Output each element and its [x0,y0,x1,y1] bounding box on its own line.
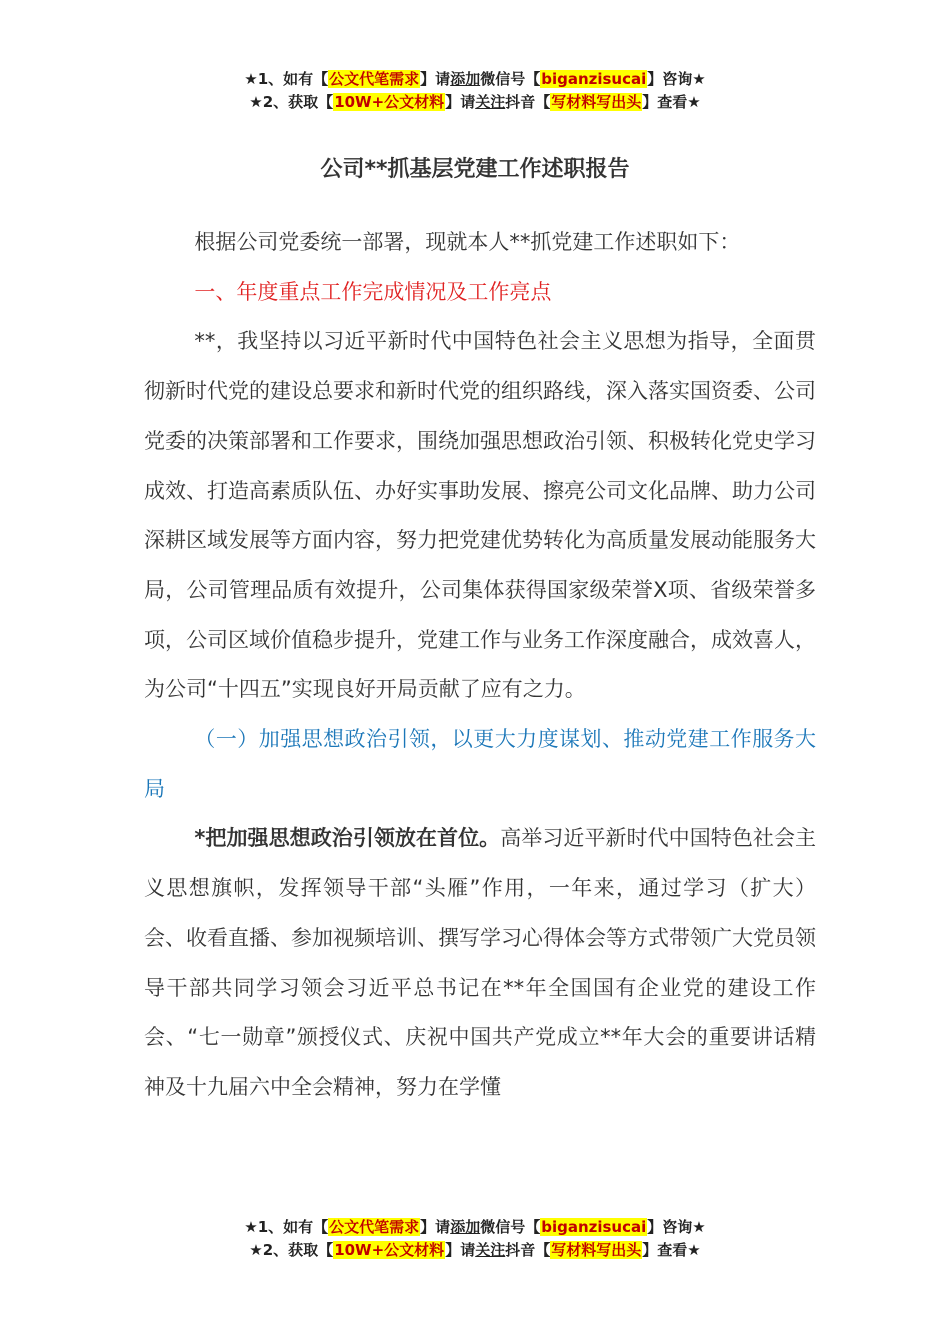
document-body [144,218,816,1113]
highlight-douyin-account: 写材料写出头 [551,1241,642,1259]
highlight-douyin-account: 写材料写出头 [551,93,642,111]
paragraph-lead: *把加强思想政治引领放在首位。 [194,826,501,851]
highlight-materials: 10W+公文材料 [334,1241,445,1259]
subsection-1-paragraph [144,814,816,1112]
section-1-paragraph: **，我坚持以习近平新时代中国特色社会主义思想为指导，全面贯彻新时代党的建设总要求和新时代党的组织路线，深入落实国资委、公司党委的决策部署和工作要求，围绕加强思想政治引领、积极转化党史学习成效、打造高素质队伍、办好实事助发展、擦亮公司文化品牌、助力公司深耕区域发展等方面内容，努力把党建优势转化为高质量发展动能服务大局，公司管理品质有效提升，公司集体获得国家级荣誉X项、省级荣誉多项，公司区域价值稳步提升，党建工作与业务工作深度融合，成效喜人，为公司“十四五”实现良好开局贡献了应有之力。 [144,329,816,702]
highlight-wechat-id: biganzisucai [541,70,647,88]
highlight-ghostwriting: 公文代笔需求 [329,1218,420,1236]
footer-banner [0,1216,950,1262]
highlight-wechat-id: biganzisucai [541,1218,647,1236]
header-banner [0,68,950,114]
intro-paragraph: 根据公司党委统一部署，现就本人**抓党建工作述职如下： [194,230,741,254]
paragraph-body: 高举习近平新时代中国特色社会主义思想旗帜，发挥领导干部“头雁”作用，一年来，通过学习（扩大）会、收看直播、参加视频培训、撰写学习心得体会等方式带领广大党员领导干部共同学习领会习近平总书记在**年全国国有企业党的建设工作会、“七一勋章”颁授仪式、庆祝中国共产党成立**年大会的重要讲话精神及十九届六中全会精神，努力在学懂 [144,826,817,1099]
highlight-ghostwriting: 公文代笔需求 [329,70,420,88]
section-heading-1: 一、年度重点工作完成情况及工作亮点 [194,279,552,304]
footer-line-1: ★1、如有【公文代笔需求】请添加微信号【biganzisucai】咨询★ [244,1218,706,1236]
footer-line-2: ★2、获取【10W+公文材料】请关注抖音【写材料写出头】查看★ [249,1241,701,1259]
highlight-materials: 10W+公文材料 [334,93,445,111]
banner-line-1: ★1、如有【公文代笔需求】请添加微信号【biganzisucai】咨询★ [244,70,706,88]
banner-line-2: ★2、获取【10W+公文材料】请关注抖音【写材料写出头】查看★ [249,93,701,111]
document-title: 公司**抓基层党建工作述职报告 [320,157,630,182]
subsection-heading-1: （一）加强思想政治引领，以更大力度谋划、推动党建工作服务大局 [144,727,816,801]
